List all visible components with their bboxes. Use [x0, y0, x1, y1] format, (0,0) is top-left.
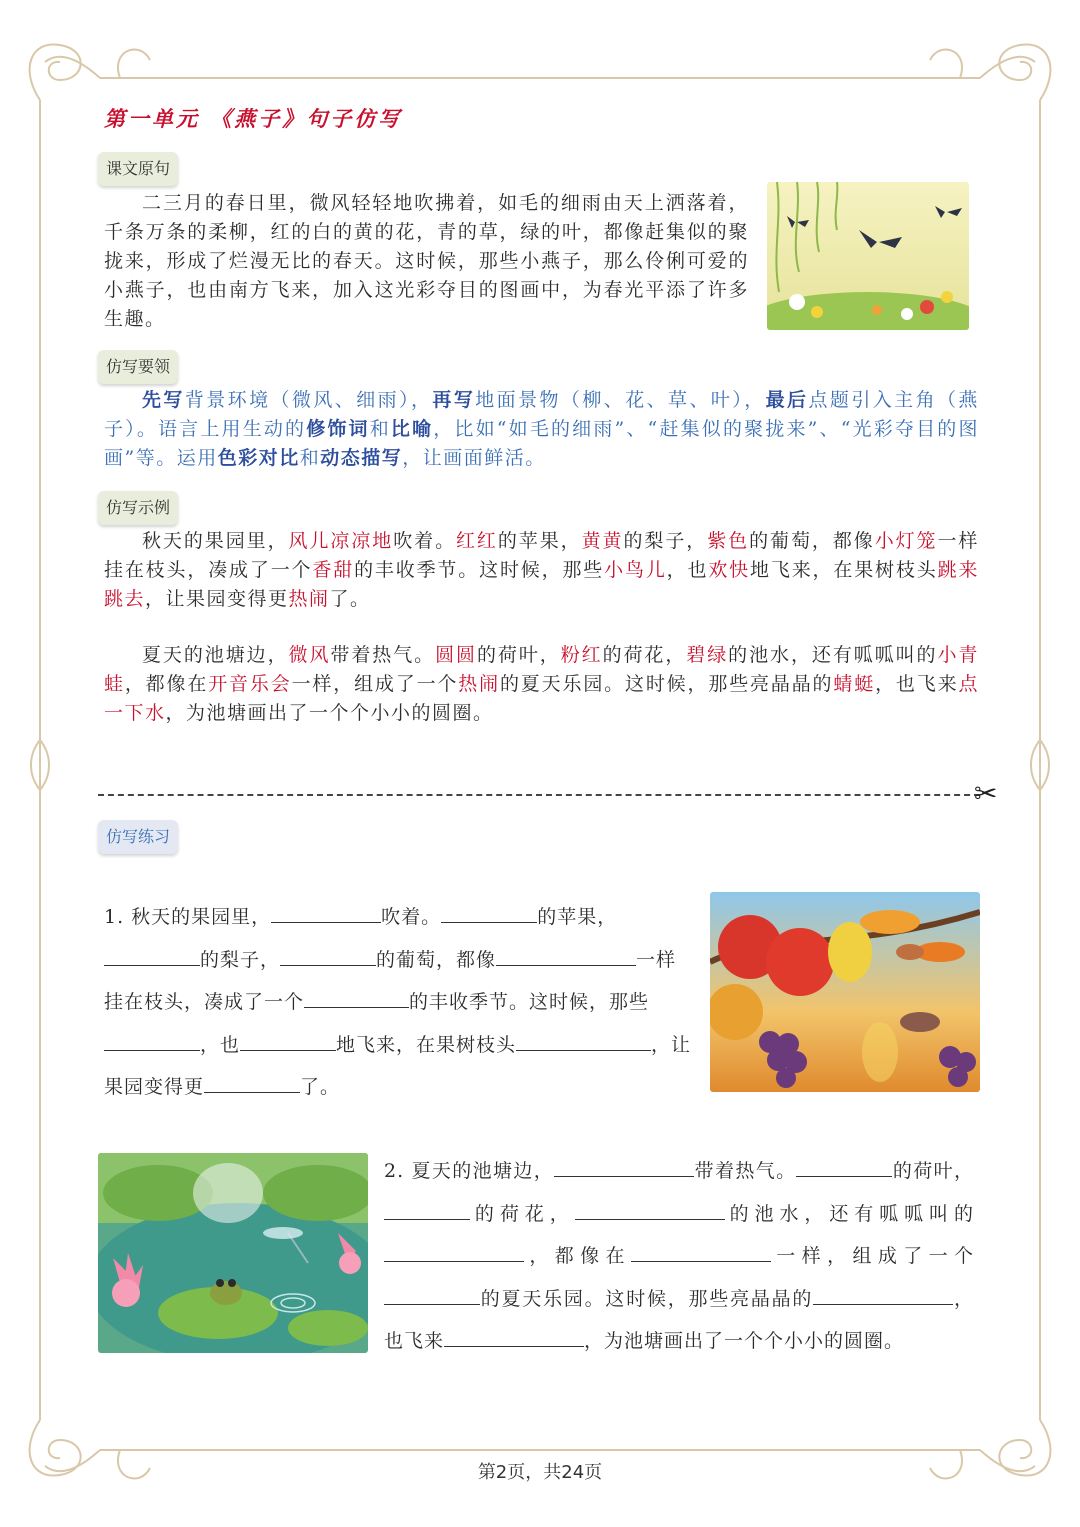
page-number: 第2页，共24页 [477, 1462, 603, 1483]
example-tag: 仿写示例 [98, 491, 178, 525]
writing-tips-text: 先写背景环境（微风、细雨），再写地面景物（柳、花、草、叶），最后点题引入主角（燕子）。语言上用生动的修饰词和比喻，比如“如毛的细雨”、“赶集似的聚拢来”、“光彩夺目的图画”等。运用色彩对比和动态描写，让画面鲜活。 [104, 389, 979, 469]
answer-blank[interactable] [496, 939, 636, 966]
practice-question-2: 2. 夏天的池塘边， 带着热气。 的荷叶，的荷花， 的池水，还有呱呱叫的，都像在 一样，组成了一个的夏天乐园。这时候，那些亮晶晶的 ，也飞来 ，为池塘画出了一个个小小的圆圈。 [384, 1150, 974, 1363]
answer-blank[interactable] [796, 1150, 892, 1177]
answer-blank[interactable] [104, 939, 200, 966]
answer-blank[interactable] [575, 1193, 725, 1220]
answer-blank[interactable] [441, 896, 537, 923]
practice-question-1: 1. 秋天的果园里， 吹着。 的苹果，的梨子， 的葡萄，都像 一样挂在枝头，凑成了一个 的丰收季节。这时候，那些，也 地飞来，在果树枝头 ，让果园变得更 了。 [104, 896, 694, 1109]
answer-blank[interactable] [554, 1150, 694, 1177]
summer-pond-image [98, 1153, 368, 1353]
answer-blank[interactable] [280, 939, 376, 966]
answer-blank[interactable] [271, 896, 381, 923]
answer-blank[interactable] [104, 1024, 200, 1051]
answer-blank[interactable] [813, 1278, 953, 1305]
answer-blank[interactable] [444, 1320, 584, 1347]
scissors-icon: ✂ [974, 777, 998, 810]
answer-blank[interactable] [631, 1235, 771, 1262]
example-summer-text: 夏天的池塘边，微风带着热气。圆圆的荷叶，粉红的荷花，碧绿的池水，还有呱呱叫的小青蛙，都像在开音乐会一样，组成了一个热闹的夏天乐园。这时候，那些亮晶晶的蜻蜓，也飞来点一下水，为池塘画出了一个个小小的圆圈。 [104, 644, 979, 724]
autumn-orchard-image [710, 892, 980, 1092]
answer-blank[interactable] [384, 1278, 480, 1305]
cut-line-divider [98, 794, 980, 796]
spring-swallows-image [767, 182, 969, 330]
original-sentence-tag: 课文原句 [98, 152, 178, 186]
original-text: 二三月的春日里，微风轻轻地吹拂着，如毛的细雨由天上洒落着，千条万条的柔柳，红的白的黄的花，青的草，绿的叶，都像赶集似的聚拢来，形成了烂漫无比的春天。这时候，那些小燕子，那么伶俐可爱的小燕子，也由南方飞来，加入这光彩夺目的图画中，为春光平添了许多生趣。 [104, 192, 749, 330]
example-autumn-text: 秋天的果园里，风儿凉凉地吹着。红红的苹果，黄黄的梨子，紫色的葡萄，都像小灯笼一样挂在枝头，凑成了一个香甜的丰收季节。这时候，那些小鸟儿，也欢快地飞来，在果树枝头跳来跳去，让果园变得更热闹了。 [104, 530, 979, 610]
answer-blank[interactable] [240, 1024, 336, 1051]
answer-blank[interactable] [204, 1066, 300, 1093]
answer-blank[interactable] [384, 1193, 470, 1220]
answer-blank[interactable] [384, 1235, 524, 1262]
page-title: 第一单元 《燕子》句子仿写 [104, 106, 403, 131]
practice-tag: 仿写练习 [98, 820, 178, 854]
answer-blank[interactable] [304, 981, 409, 1008]
writing-tips-tag: 仿写要领 [98, 350, 178, 384]
answer-blank[interactable] [516, 1024, 651, 1051]
